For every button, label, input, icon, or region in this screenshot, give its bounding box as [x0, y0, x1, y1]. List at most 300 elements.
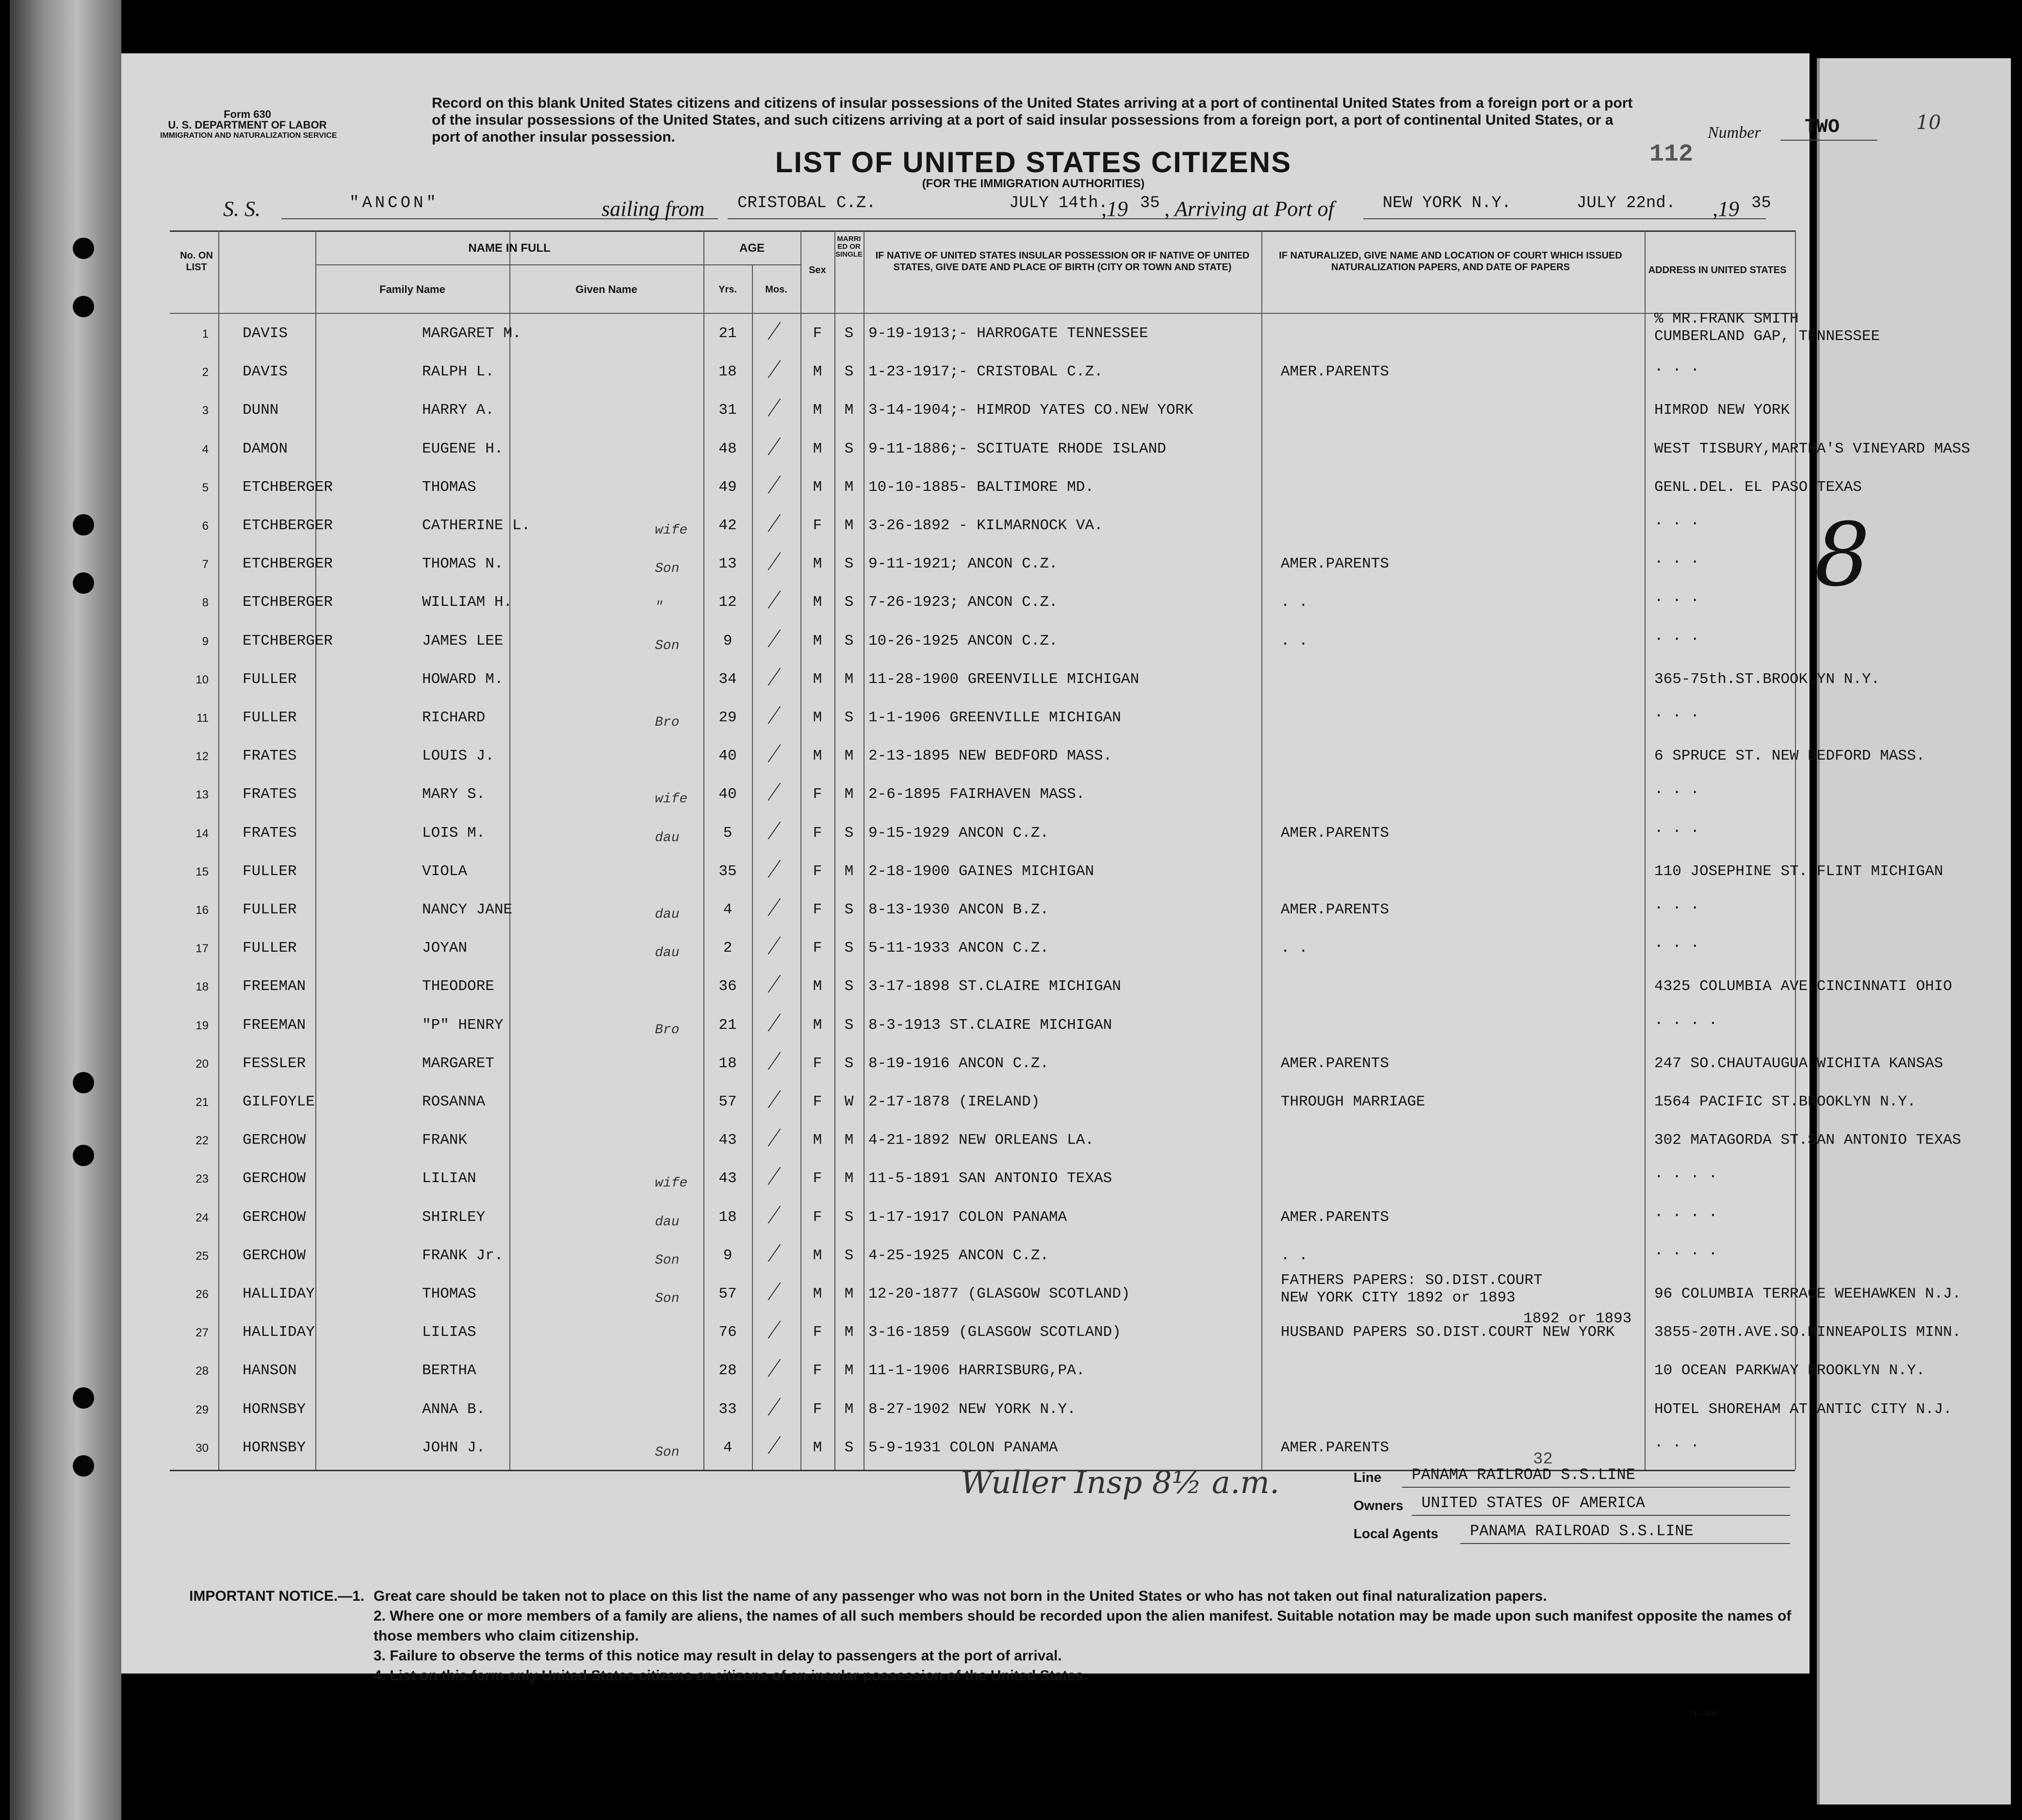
line-value: PANAMA RAILROAD S.S.LINE [1412, 1466, 1635, 1484]
birth-info: 2-18-1900 GAINES MICHIGAN [868, 862, 1094, 880]
birth-info: 11-5-1891 SAN ANTONIO TEXAS [868, 1170, 1112, 1187]
sex: F [813, 517, 822, 534]
manifest-sheet [121, 53, 1971, 1718]
marital-status: M [844, 402, 854, 419]
sex: M [813, 1247, 822, 1264]
birth-info: 8-3-1913 ST.CLAIRE MICHIGAN [868, 1016, 1112, 1034]
service-name: IMMIGRATION AND NATURALIZATION SERVICE [160, 131, 337, 140]
form-instructions: Record on this blank United States citizens and citizens of insular possessions of the United States arriving at a port of continental United States from a foreign port or a port of the insular possessions of the United States, and such citizens arriving at a port of said insular possessions from a foreign port, a port of continental United States, or a port of another insular possession. [432, 95, 1633, 145]
given-name: THEODORE [422, 978, 494, 995]
given-name: LOUIS J. [422, 748, 494, 765]
address: . . . . [1654, 1165, 1718, 1183]
check-mark [768, 821, 781, 839]
check-mark [768, 1167, 781, 1185]
address: % MR.FRANK SMITH [1654, 310, 1799, 327]
given-name: ANNA B. [422, 1400, 486, 1418]
col-family-name: Family Name [379, 283, 445, 295]
check-mark [768, 1398, 781, 1415]
birth-info: 4-25-1925 ANCON C.Z. [868, 1247, 1049, 1264]
family-name: HORNSBY [243, 1439, 306, 1456]
age-years: 35 [718, 862, 737, 880]
naturalization-info: AMER.PARENTS [1281, 824, 1389, 842]
family-name: HALLIDAY [243, 1324, 315, 1341]
owners-value: UNITED STATES OF AMERICA [1421, 1494, 1645, 1512]
number-label: Number [1708, 124, 1761, 142]
relationship-note: wife [655, 792, 688, 807]
family-name: HALLIDAY [243, 1285, 315, 1302]
family-name: GERCHOW [243, 1132, 306, 1149]
row-number: 27 [196, 1326, 209, 1340]
address: . . . [1654, 896, 1700, 913]
address: . . . [1654, 704, 1700, 721]
given-name: JAMES LEE [422, 632, 504, 650]
relationship-note: wife [655, 1176, 688, 1191]
sex: F [813, 1055, 822, 1072]
given-name: NANCY JANE [422, 901, 513, 918]
row-number: 29 [196, 1403, 209, 1416]
naturalization-note: 1892 or 1893 [1523, 1310, 1632, 1328]
check-mark [768, 1282, 781, 1300]
family-name: ETCHBERGER [243, 632, 333, 650]
row-number: 10 [196, 673, 209, 686]
sex: F [813, 1208, 822, 1226]
given-name: VIOLA [422, 862, 468, 880]
age-years: 5 [723, 824, 733, 842]
row-number: 21 [196, 1096, 209, 1109]
inspector-signature: Wuller Insp 8½ a.m. [961, 1465, 1280, 1501]
col-name-in-full: NAME IN FULL [468, 242, 551, 255]
address: 365-75th.ST.BROOKLYN N.Y. [1654, 670, 1880, 688]
naturalization-info: . . [1281, 594, 1308, 611]
birth-info: 3-16-1859 (GLASGOW SCOTLAND) [868, 1324, 1121, 1341]
binding-hole [73, 1072, 94, 1093]
sex: F [813, 1362, 822, 1380]
given-name: RALPH L. [422, 363, 494, 381]
sex: M [813, 1285, 822, 1302]
check-mark [768, 1244, 781, 1262]
birth-info: 8-13-1930 ANCON B.Z. [868, 901, 1049, 918]
marital-status: M [844, 1324, 854, 1341]
age-years: 2 [723, 940, 733, 957]
form-id-block [160, 109, 335, 141]
relationship-note: " [655, 600, 663, 615]
naturalization-info: THROUGH MARRIAGE [1281, 1093, 1425, 1110]
birth-info: 5-11-1933 ANCON C.Z. [868, 940, 1049, 957]
page-title: LIST OF UNITED STATES CITIZENS [775, 146, 1292, 179]
marital-status: S [844, 632, 854, 650]
col-no: No. ON LIST [180, 250, 213, 273]
given-name: HARRY A. [422, 402, 494, 419]
marital-status: M [844, 862, 854, 880]
address: 96 COLUMBIA TERRACE WEEHAWKEN N.J. [1654, 1285, 1961, 1302]
age-years: 13 [718, 555, 737, 573]
birth-info: 3-26-1892 - KILMARNOCK VA. [868, 517, 1103, 534]
family-name: FRATES [243, 824, 297, 842]
given-name: HOWARD M. [422, 670, 504, 688]
naturalization-info: AMER.PARENTS [1281, 555, 1389, 573]
age-years: 18 [718, 363, 737, 381]
sex: M [813, 709, 822, 726]
binding-strip [10, 0, 121, 1820]
sex: F [813, 862, 822, 880]
sex: M [813, 440, 822, 457]
row-number: 16 [196, 904, 209, 917]
naturalization-info-2: NEW YORK CITY 1892 or 1893 [1281, 1289, 1516, 1306]
sailing-port: CRISTOBAL C.Z. [737, 194, 876, 212]
notice-item-2: 2. Where one or more members of a family are aliens, the names of all such members should be recorded upon the alien manifest. Suitable notation may be made upon such manifest opposite the names of those members who claim citizenship. [374, 1608, 1792, 1644]
address: 1564 PACIFIC ST.BROOKLYN N.Y. [1654, 1093, 1916, 1110]
naturalization-info: AMER.PARENTS [1281, 1439, 1389, 1456]
sailing-date: JULY 14th. [1009, 194, 1109, 212]
family-name: GILFOYLE [243, 1093, 315, 1110]
row-number: 13 [196, 788, 209, 802]
given-name: JOHN J. [422, 1439, 486, 1456]
year-label: ,19 [1101, 197, 1128, 221]
given-name: MARGARET M. [422, 325, 522, 342]
relationship-note: Son [655, 1291, 680, 1306]
birth-info: 9-19-1913;- HARROGATE TENNESSEE [868, 325, 1148, 342]
address: 10 OCEAN PARKWAY BROOKLYN N.Y. [1654, 1362, 1925, 1380]
given-name: RICHARD [422, 709, 486, 726]
check-mark [768, 1205, 781, 1223]
family-name: FULLER [243, 940, 297, 957]
given-name: SHIRLEY [422, 1208, 486, 1226]
age-years: 21 [718, 1016, 737, 1034]
binding-hole [73, 1387, 94, 1409]
relationship-note: Bro [655, 715, 680, 730]
relationship-note: dau [655, 945, 680, 961]
column-rule [218, 230, 219, 1470]
family-name: FREEMAN [243, 1016, 306, 1034]
sex: F [813, 325, 822, 342]
address: . . . [1654, 781, 1700, 798]
address: 110 JOSEPHINE ST. FLINT MICHIGAN [1654, 862, 1943, 880]
family-name: GERCHOW [243, 1170, 306, 1187]
marital-status: S [844, 901, 854, 918]
relationship-note: Bro [655, 1022, 680, 1038]
age-years: 33 [718, 1400, 737, 1418]
given-name: JOYAN [422, 940, 468, 957]
ss-label: S. S. [223, 197, 261, 221]
binding-hole [73, 296, 94, 317]
address: . . . . [1654, 1242, 1718, 1259]
age-years: 31 [718, 402, 737, 419]
family-name: GERCHOW [243, 1208, 306, 1226]
arriving-port: NEW YORK N.Y. [1383, 194, 1512, 212]
row-number: 2 [202, 366, 209, 379]
birth-info: 4-21-1892 NEW ORLEANS LA. [868, 1132, 1094, 1149]
owners-label: Owners [1353, 1498, 1403, 1513]
row-number: 18 [196, 980, 209, 994]
given-name: MARY S. [422, 786, 486, 803]
line-label: Line [1353, 1470, 1382, 1485]
marital-status: S [844, 1208, 854, 1226]
marital-status: S [844, 440, 854, 457]
marital-status: S [844, 325, 854, 342]
sex: F [813, 1093, 822, 1110]
birth-info: 5-9-1931 COLON PANAMA [868, 1439, 1058, 1456]
check-mark [768, 975, 781, 993]
naturalization-info: HUSBAND PAPERS SO.DIST.COURT NEW YORK [1281, 1324, 1615, 1341]
family-name: HORNSBY [243, 1400, 306, 1418]
column-rule [1261, 230, 1262, 1470]
page-number: 112 [1649, 141, 1694, 168]
row-number: 9 [202, 634, 209, 648]
marital-status: S [844, 1055, 854, 1072]
column-rule [315, 230, 316, 1470]
row-number: 22 [196, 1134, 209, 1148]
family-name: FULLER [243, 709, 297, 726]
list-number: TWO [1805, 116, 1840, 138]
col-yrs: Yrs. [718, 284, 737, 295]
relationship-note: Son [655, 1445, 680, 1460]
birth-info: 8-19-1916 ANCON C.Z. [868, 1055, 1049, 1072]
marital-status: M [844, 748, 854, 765]
address: 302 MATAGORDA ST.SAN ANTONIO TEXAS [1654, 1132, 1961, 1149]
marital-status: M [844, 786, 854, 803]
birth-info: 3-17-1898 ST.CLAIRE MICHIGAN [868, 978, 1121, 995]
family-name: DAVIS [243, 363, 288, 381]
row-number: 8 [202, 596, 209, 610]
marital-status: S [844, 709, 854, 726]
age-years: 21 [718, 325, 737, 342]
birth-info: 10-10-1885- BALTIMORE MD. [868, 478, 1094, 496]
check-mark [768, 1052, 781, 1070]
naturalization-info: AMER.PARENTS [1281, 363, 1389, 381]
check-mark [768, 1090, 781, 1108]
department-name: U. S. DEPARTMENT OF LABOR [168, 119, 327, 131]
given-name: THOMAS [422, 478, 476, 496]
year-label-2: ,19 [1712, 197, 1739, 221]
address: . . . [1654, 358, 1700, 376]
age-years: 9 [723, 632, 733, 650]
family-name: FRATES [243, 748, 297, 765]
binding-hole [73, 238, 94, 259]
marital-status: M [844, 1170, 854, 1187]
col-married: MARRIED OR SINGLE [835, 235, 863, 259]
relationship-note: dau [655, 830, 680, 845]
marital-status: S [844, 363, 854, 381]
notice-item-3: 3. Failure to observe the terms of this notice may result in delay to passengers at the port of arrival. [374, 1648, 1062, 1664]
passenger-table [170, 230, 1971, 1470]
address: . . . [1654, 1434, 1700, 1451]
family-name: ETCHBERGER [243, 517, 333, 534]
row-number: 7 [202, 558, 209, 571]
age-years: 43 [718, 1170, 737, 1187]
address: . . . [1654, 935, 1700, 952]
birth-info: 9-11-1886;- SCITUATE RHODE ISLAND [868, 440, 1166, 457]
check-mark [768, 1321, 781, 1339]
sex: M [813, 594, 822, 611]
next-page-edge [1817, 58, 2011, 1804]
sex: F [813, 940, 822, 957]
family-name: ETCHBERGER [243, 478, 333, 496]
agents-value: PANAMA RAILROAD S.S.LINE [1470, 1522, 1694, 1540]
address: . . . [1654, 589, 1700, 606]
given-name: LILIAN [422, 1170, 476, 1187]
age-years: 49 [718, 478, 737, 496]
check-mark [768, 591, 781, 609]
sex: M [813, 1016, 822, 1034]
sailing-year: 35 [1140, 194, 1160, 212]
arriving-year: 35 [1751, 194, 1771, 212]
naturalization-info: AMER.PARENTS [1281, 1208, 1389, 1226]
notice-heading: IMPORTANT NOTICE.—1. [189, 1588, 365, 1604]
birth-info: 2-6-1895 FAIRHAVEN MASS. [868, 786, 1085, 803]
address: 4325 COLUMBIA AVE.CINCINNATI OHIO [1654, 978, 1952, 995]
age-years: 57 [718, 1093, 737, 1110]
row-number: 14 [196, 827, 209, 840]
address: WEST TISBURY,MARTHA'S VINEYARD MASS [1654, 440, 1971, 457]
age-years: 36 [718, 978, 737, 995]
naturalization-info: . . [1281, 632, 1308, 650]
birth-info: 8-27-1902 NEW YORK N.Y. [868, 1400, 1076, 1418]
row-number: 11 [196, 712, 209, 725]
check-mark [768, 437, 781, 455]
row-number: 17 [196, 942, 209, 956]
sex: M [813, 402, 822, 419]
marital-status: S [844, 555, 854, 573]
marital-status: W [844, 1093, 854, 1110]
sex: F [813, 1324, 822, 1341]
sex: M [813, 748, 822, 765]
sex: M [813, 1439, 822, 1456]
marital-status: S [844, 594, 854, 611]
given-name: BERTHA [422, 1362, 476, 1380]
given-name: THOMAS [422, 1285, 476, 1302]
row-number: 28 [196, 1365, 209, 1378]
col-sex: Sex [809, 265, 826, 276]
col-age: AGE [739, 242, 765, 255]
birth-info: 9-15-1929 ANCON C.Z. [868, 824, 1049, 842]
age-years: 42 [718, 517, 737, 534]
column-rule [509, 230, 510, 1470]
age-years: 18 [718, 1055, 737, 1072]
address: . . . . [1654, 1011, 1718, 1029]
row-number: 1 [202, 327, 209, 341]
row-number: 24 [196, 1211, 209, 1224]
marital-status: M [844, 478, 854, 496]
sex: M [813, 363, 822, 381]
age-years: 57 [718, 1285, 737, 1302]
given-name: FRANK [422, 1132, 468, 1149]
relationship-note: Son [655, 1252, 680, 1268]
family-name: FRATES [243, 786, 297, 803]
naturalization-info: FATHERS PAPERS: SO.DIST.COURT [1281, 1272, 1543, 1289]
col-address: ADDRESS IN UNITED STATES [1648, 265, 1787, 276]
tally-number: 32 [1533, 1450, 1553, 1469]
address: HIMROD NEW YORK [1654, 402, 1790, 419]
relationship-note: dau [655, 907, 680, 922]
check-mark [768, 745, 781, 763]
family-name: DAMON [243, 440, 288, 457]
row-number: 26 [196, 1288, 209, 1301]
given-name: "P" HENRY [422, 1016, 504, 1034]
address: GENL.DEL. EL PASO TEXAS [1654, 478, 1862, 496]
given-name: WILLIAM H. [422, 594, 513, 611]
notice-item-1: Great care should be taken not to place on this list the name of any passenger who was not born in the United States or who has not taken out final naturalization papers. [374, 1588, 1547, 1604]
age-years: 76 [718, 1324, 737, 1341]
form-code: 14—808 [1688, 1710, 1718, 1718]
given-name: LOIS M. [422, 824, 486, 842]
age-years: 28 [718, 1362, 737, 1380]
column-rule [1795, 230, 1796, 1470]
birth-info: 10-26-1925 ANCON C.Z. [868, 632, 1058, 650]
marital-status: S [844, 1247, 854, 1264]
age-years: 18 [718, 1208, 737, 1226]
row-number: 15 [196, 865, 209, 878]
given-name: LILIAS [422, 1324, 476, 1341]
given-name: FRANK Jr. [422, 1247, 504, 1264]
address: 3855-20TH.AVE.SO.MINNEAPOLIS MINN. [1654, 1324, 1961, 1341]
birth-info: 1-1-1906 GREENVILLE MICHIGAN [868, 709, 1121, 726]
binding-hole [73, 1455, 94, 1477]
birth-info: 12-20-1877 (GLASGOW SCOTLAND) [868, 1285, 1130, 1302]
check-mark [768, 1013, 781, 1031]
row-number: 25 [196, 1249, 209, 1263]
marital-status: S [844, 978, 854, 995]
address: 6 SPRUCE ST. NEW BEDFORD MASS. [1654, 748, 1925, 765]
address: . . . [1654, 551, 1700, 568]
col-mos: Mos. [765, 284, 787, 295]
age-years: 12 [718, 594, 737, 611]
binding-hole [73, 572, 94, 594]
sex: M [813, 978, 822, 995]
age-years: 29 [718, 709, 737, 726]
family-name: FULLER [243, 862, 297, 880]
row-number: 30 [196, 1441, 209, 1455]
given-name: ROSANNA [422, 1093, 486, 1110]
check-mark [768, 860, 781, 878]
relationship-note: Son [655, 638, 680, 653]
binding-hole [73, 514, 94, 536]
check-mark [768, 514, 781, 532]
check-mark [768, 322, 781, 340]
check-mark [768, 552, 781, 570]
address: . . . [1654, 627, 1700, 645]
address: . . . [1654, 512, 1700, 529]
family-name: FULLER [243, 901, 297, 918]
check-mark [768, 783, 781, 801]
birth-info: 2-13-1895 NEW BEDFORD MASS. [868, 748, 1112, 765]
check-mark [768, 1359, 781, 1377]
family-name: GERCHOW [243, 1247, 306, 1264]
address-line-2: CUMBERLAND GAP, TENNESSEE [1654, 328, 1880, 345]
birth-info: 3-14-1904;- HIMROD YATES CO.NEW YORK [868, 402, 1193, 419]
family-name: FESSLER [243, 1055, 306, 1072]
marital-status: S [844, 940, 854, 957]
age-years: 4 [723, 901, 733, 918]
age-years: 43 [718, 1132, 737, 1149]
form-number: Form 630 [224, 108, 271, 120]
row-number: 5 [202, 481, 209, 494]
given-name: CATHERINE L. [422, 517, 531, 534]
relationship-note: Son [655, 561, 680, 577]
family-name: HANSON [243, 1362, 297, 1380]
birth-info: 7-26-1923; ANCON C.Z. [868, 594, 1058, 611]
arriving-label: , Arriving at Port of [1164, 197, 1334, 221]
sex: M [813, 555, 822, 573]
ship-name: "ANCON" [349, 194, 439, 212]
marital-status: M [844, 1400, 854, 1418]
check-mark [768, 667, 781, 685]
agents-label: Local Agents [1353, 1526, 1438, 1541]
age-years: 4 [723, 1439, 733, 1456]
birth-info: 11-1-1906 HARRISBURG,PA. [868, 1362, 1085, 1380]
row-number: 23 [196, 1172, 209, 1186]
marital-status: S [844, 1016, 854, 1034]
sex: M [813, 1132, 822, 1149]
